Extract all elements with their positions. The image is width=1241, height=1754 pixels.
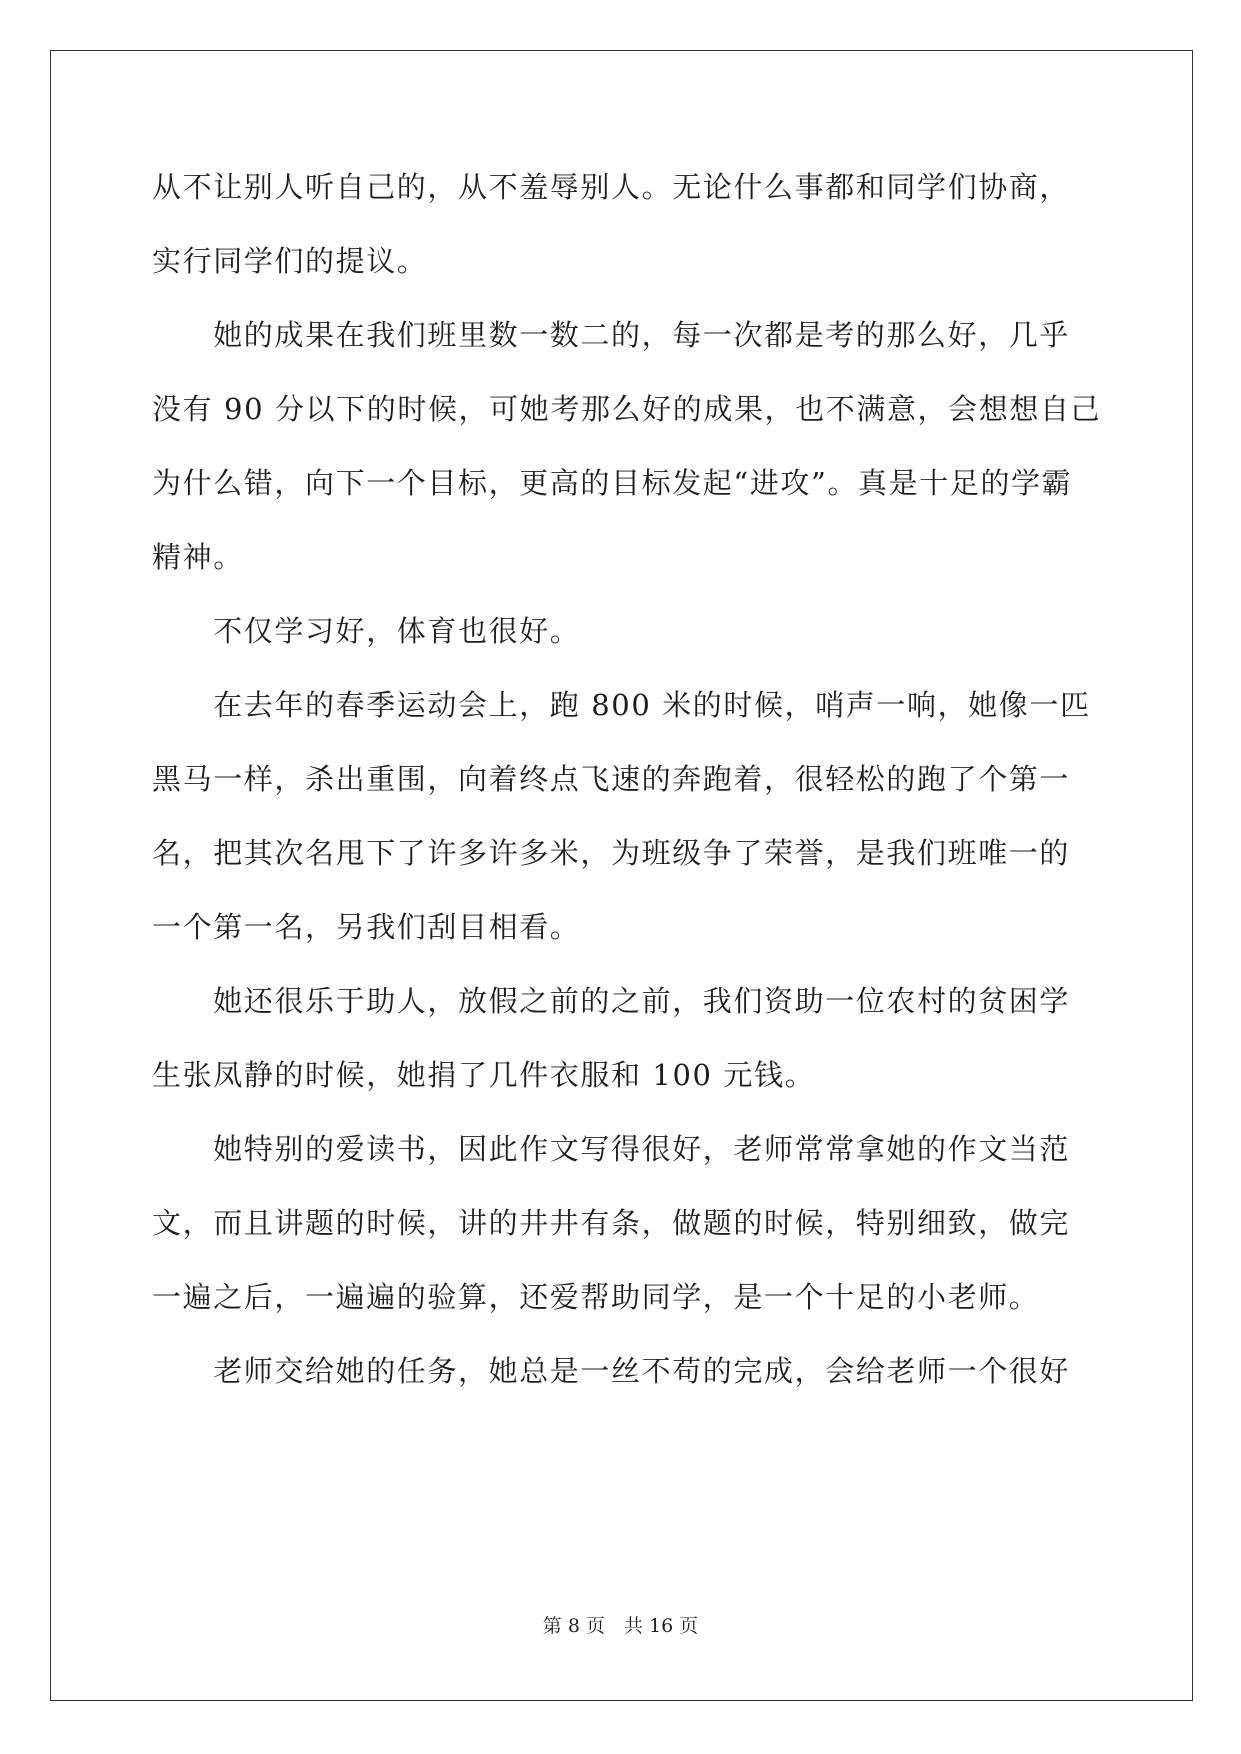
- document-body: [152, 150, 1102, 1408]
- text-line: 实行同学们的提议。: [152, 244, 428, 278]
- text-line: 没有 90 分以下的时候，可她考那么好的成果，也不满意，会想想自己: [152, 392, 1102, 426]
- page-number: 第 8 页 共 16 页: [542, 1615, 699, 1637]
- text-line: 黑马一样，杀出重围，向着终点飞速的奔跑着，很轻松的跑了个第一: [152, 762, 1071, 796]
- text-line: 生张凤静的时候，她捐了几件衣服和 100 元钱。: [152, 1058, 816, 1092]
- text-line: 她的成果在我们班里数一数二的，每一次都是考的那么好，几乎: [152, 318, 1071, 352]
- page-footer: [0, 1611, 1241, 1638]
- text-line: 一遍之后，一遍遍的验算，还爱帮助同学，是一个十足的小老师。: [152, 1280, 1040, 1314]
- text-line: 文，而且讲题的时候，讲的井井有条，做题的时候，特别细致，做完: [152, 1206, 1071, 1240]
- text-line: 一个第一名，另我们刮目相看。: [152, 910, 581, 944]
- text-line: 精神。: [152, 540, 244, 574]
- text-line: 老师交给她的任务，她总是一丝不苟的完成，会给老师一个很好: [152, 1354, 1071, 1388]
- text-line: 在去年的春季运动会上，跑 800 米的时候，哨声一响，她像一匹: [152, 688, 1091, 722]
- text-line: 为什么错，向下一个目标，更高的目标发起“进攻”。真是十足的学霸: [152, 466, 1073, 500]
- text-line: 她特别的爱读书，因此作文写得很好，老师常常拿她的作文当范: [152, 1132, 1071, 1166]
- text-line: 不仅学习好，体育也很好。: [152, 614, 581, 648]
- text-line: 名，把其次名甩下了许多许多米，为班级争了荣誉，是我们班唯一的: [152, 836, 1071, 870]
- text-line: 她还很乐于助人，放假之前的之前，我们资助一位农村的贫困学: [152, 984, 1071, 1018]
- text-line: 从不让别人听自己的，从不羞辱别人。无论什么事都和同学们协商，: [152, 170, 1071, 204]
